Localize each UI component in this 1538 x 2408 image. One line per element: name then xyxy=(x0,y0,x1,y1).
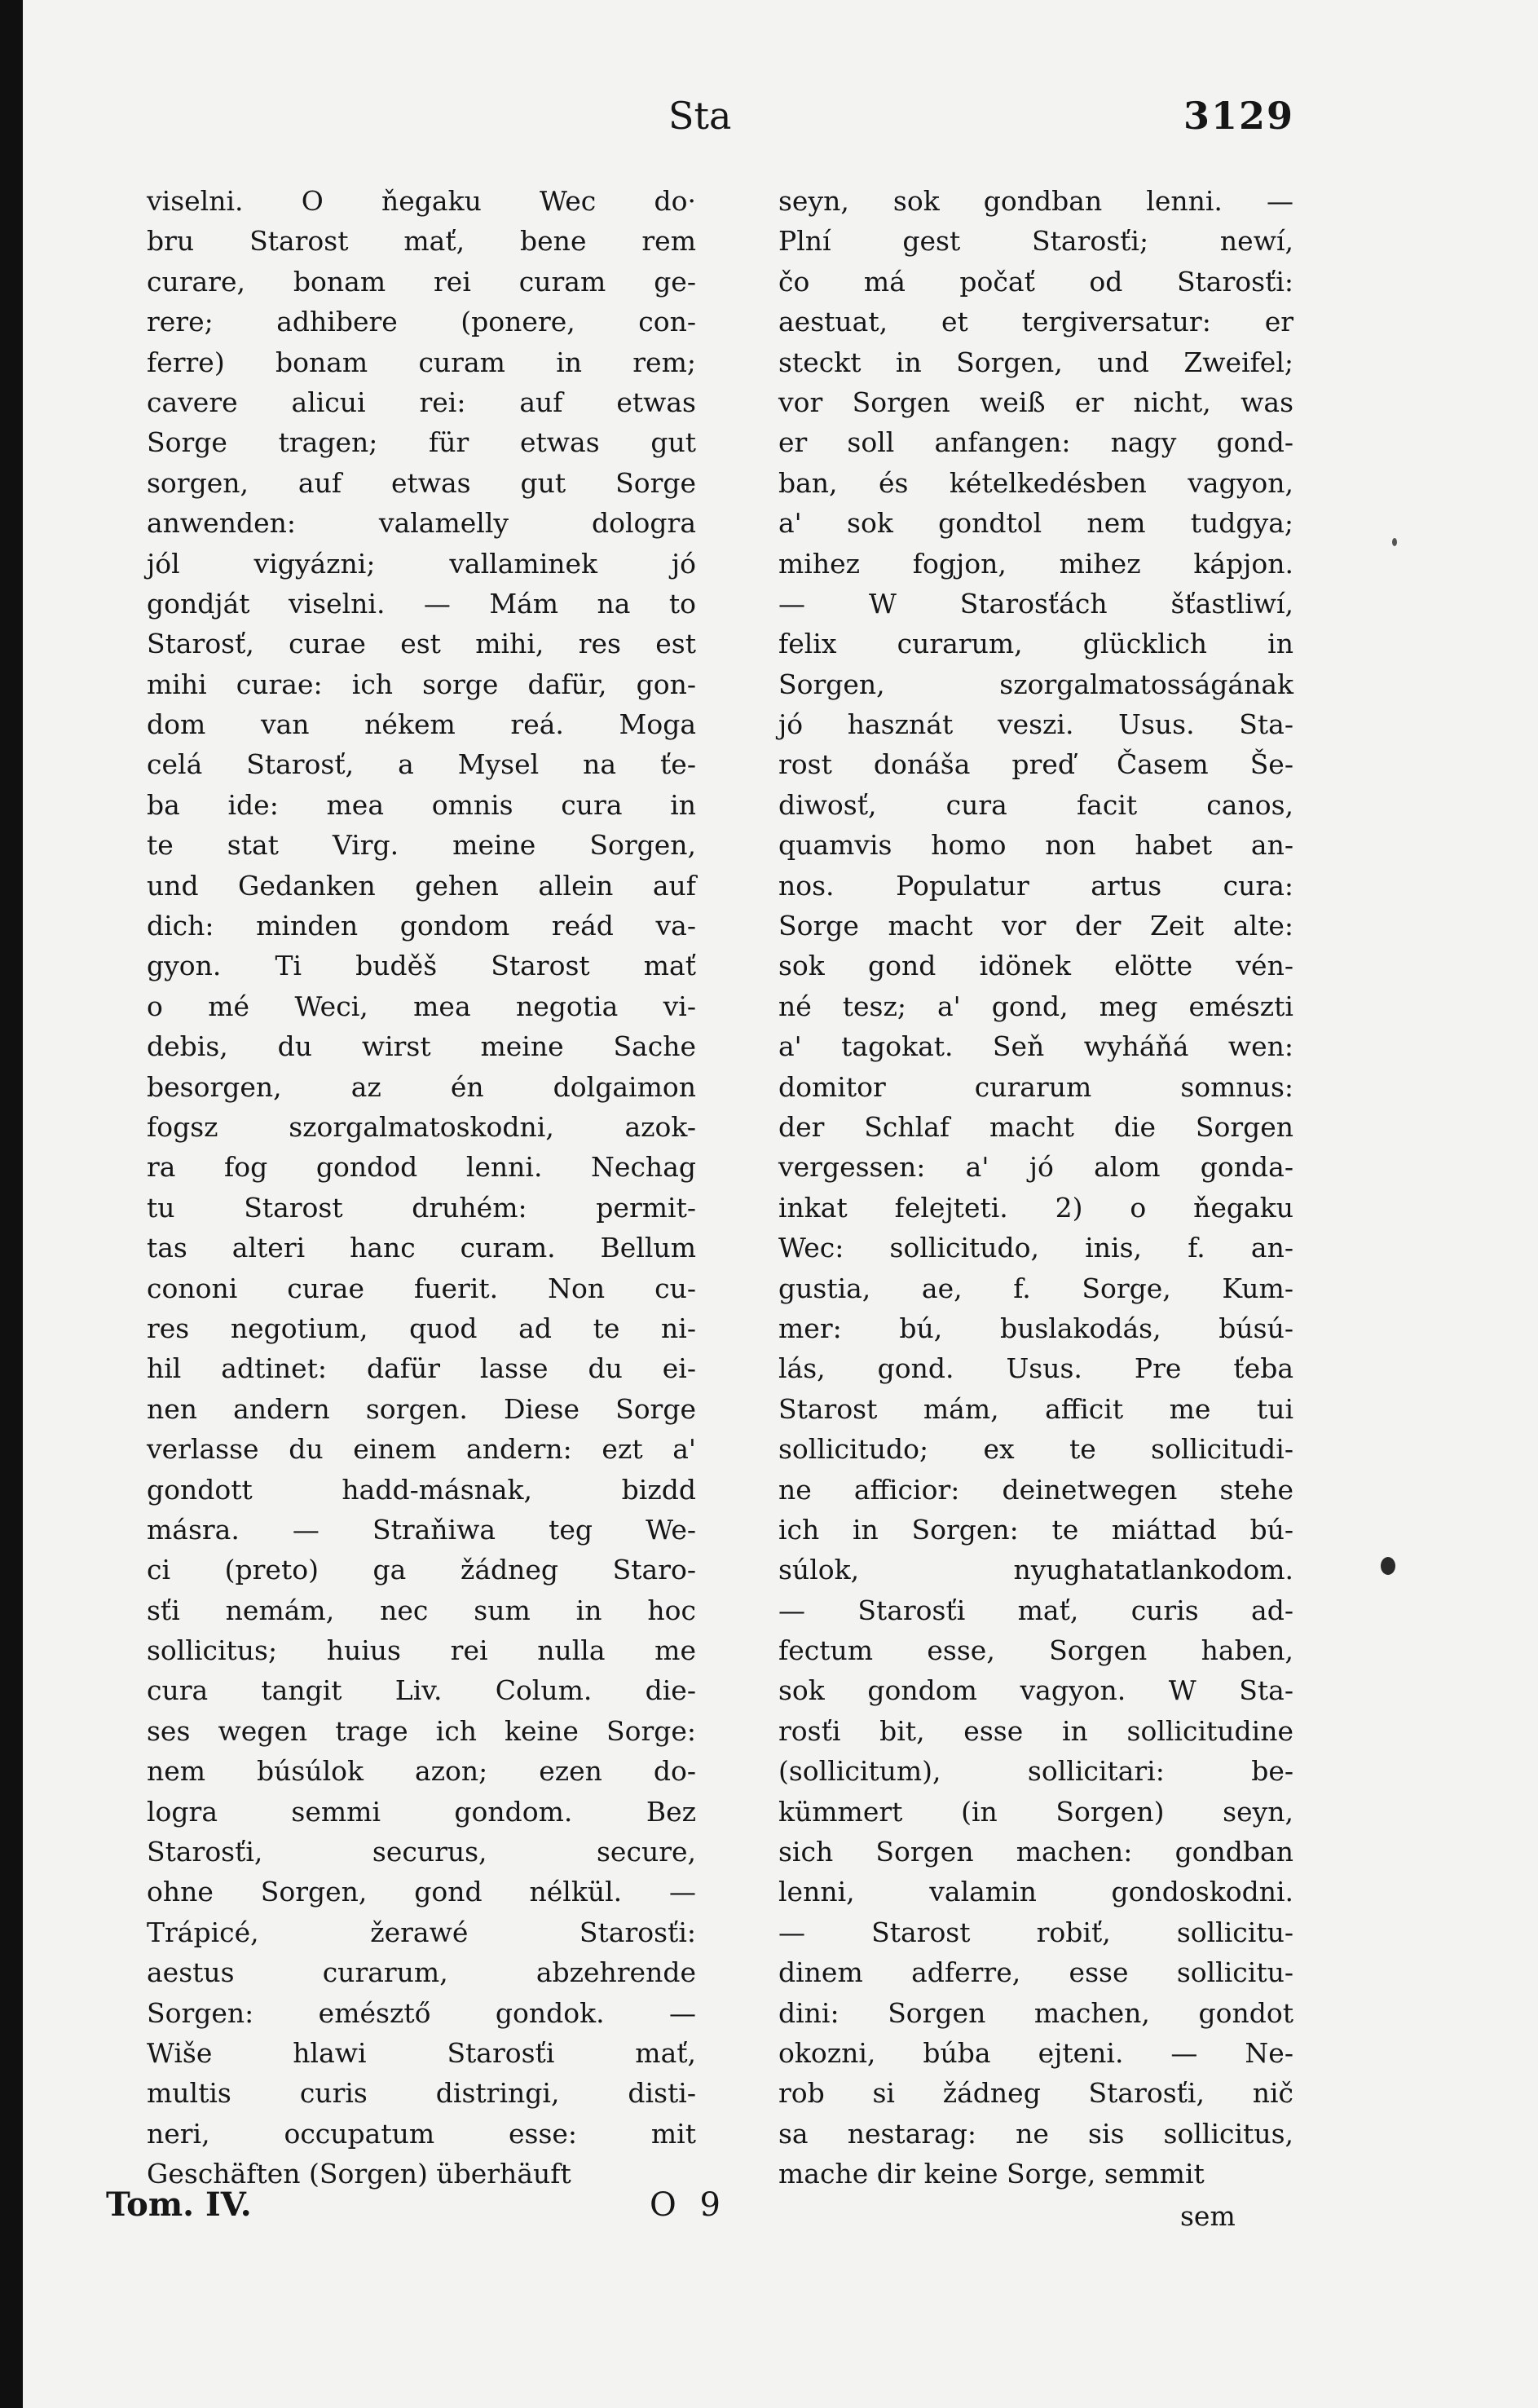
text-line: rere; adhibere (ponere, con- xyxy=(147,306,696,338)
text-line: Plní gest Starosťi; newí, xyxy=(778,225,1293,258)
text-line: ich in Sorgen: te miáttad bú- xyxy=(778,1513,1293,1546)
text-line: ban, és kételkedésben vagyon, xyxy=(778,466,1293,499)
text-line: Wiše hlawi Starosťi mať, xyxy=(147,2036,696,2069)
text-line: nem búsúlok azon; ezen do- xyxy=(147,1755,696,1788)
text-line: čo má počať od Starosťi: xyxy=(778,265,1293,298)
text-line: res negotium, quod ad te ni- xyxy=(147,1312,696,1344)
text-line: domitor curarum somnus: xyxy=(778,1070,1293,1103)
text-line: der Schlaf macht die Sorgen xyxy=(778,1110,1293,1143)
text-line: tu Starost druhém: permit- xyxy=(147,1191,696,1224)
text-line: diwosť, cura facit canos, xyxy=(778,788,1293,821)
text-line: aestuat, et tergiversatur: er xyxy=(778,306,1293,338)
text-line: rosťi bit, esse in sollicitudine xyxy=(778,1714,1293,1747)
text-line: ci (preto) ga žádneg Staro- xyxy=(147,1554,696,1586)
text-line: súlok, nyughatatlankodom. xyxy=(778,1554,1293,1586)
text-line: seyn, sok gondban lenni. — xyxy=(778,185,1293,217)
text-line: dini: Sorgen machen, gondot xyxy=(778,1996,1293,2029)
text-line: vergessen: a' jó alom gonda- xyxy=(778,1151,1293,1184)
text-line: gondott hadd-másnak, bizdd xyxy=(147,1473,696,1506)
text-line: viselni. O ňegaku Wec do· xyxy=(147,185,696,217)
text-line: hil adtinet: dafür lasse du ei- xyxy=(147,1352,696,1385)
text-line: ses wegen trage ich keine Sorge: xyxy=(147,1714,696,1747)
text-line: curare, bonam rei curam ge- xyxy=(147,265,696,298)
text-line: másra. — Straňiwa teg We- xyxy=(147,1513,696,1546)
text-line: bru Starost mať, bene rem xyxy=(147,225,696,258)
text-line: sok gond idönek elötte vén- xyxy=(778,950,1293,982)
left-column xyxy=(147,181,696,2194)
text-line: verlasse du einem andern: ezt a' xyxy=(147,1433,696,1466)
text-line: Wec: sollicitudo, inis, f. an- xyxy=(778,1232,1293,1264)
text-line: Sorge tragen; für etwas gut xyxy=(147,426,696,459)
volume-mark: Tom. IV. xyxy=(106,2185,252,2224)
ink-speck xyxy=(1381,1557,1395,1575)
text-line: aestus curarum, abzehrende xyxy=(147,1956,696,1989)
text-line: dich: minden gondom reád va- xyxy=(147,910,696,942)
text-line: gustia, ae, f. Sorge, Kum- xyxy=(778,1272,1293,1304)
text-line: fogsz szorgalmatoskodni, azok- xyxy=(147,1110,696,1143)
text-line: vor Sorgen weiß er nicht, was xyxy=(778,386,1293,418)
text-line: anwenden: valamelly dologra xyxy=(147,507,696,540)
text-line: Sorgen: emésztő gondok. — xyxy=(147,1996,696,2029)
text-line: kümmert (in Sorgen) seyn, xyxy=(778,1795,1293,1828)
text-line: — Starosťi mať, curis ad- xyxy=(778,1594,1293,1626)
text-line: sollicitus; huius rei nulla me xyxy=(147,1634,696,1667)
text-line: gondját viselni. — Mám na to xyxy=(147,587,696,620)
text-line: — W Starosťách šťastliwí, xyxy=(778,587,1293,620)
text-line: und Gedanken gehen allein auf xyxy=(147,869,696,902)
text-line: né tesz; a' gond, meg emészti xyxy=(778,990,1293,1022)
text-line: (sollicitum), sollicitari: be- xyxy=(778,1755,1293,1788)
catchword: sem xyxy=(1180,2200,1236,2232)
text-line: cavere alicui rei: auf etwas xyxy=(147,386,696,418)
text-line: dinem adferre, esse sollicitu- xyxy=(778,1956,1293,1989)
text-line: te stat Virg. meine Sorgen, xyxy=(147,829,696,862)
text-line: steckt in Sorgen, und Zweifel; xyxy=(778,346,1293,378)
text-line: Geschäften (Sorgen) überhäuft xyxy=(147,2158,571,2190)
text-line: sťi nemám, nec sum in hoc xyxy=(147,1594,696,1626)
text-line: a' sok gondtol nem tudgya; xyxy=(778,507,1293,540)
text-line: besorgen, az én dolgaimon xyxy=(147,1070,696,1103)
text-line: sa nestarag: ne sis sollicitus, xyxy=(778,2117,1293,2150)
text-line: sok gondom vagyon. W Sta- xyxy=(778,1674,1293,1707)
text-line: inkat felejteti. 2) o ňegaku xyxy=(778,1191,1293,1224)
text-line: fectum esse, Sorgen haben, xyxy=(778,1634,1293,1667)
text-line: ferre) bonam curam in rem; xyxy=(147,346,696,378)
text-line: jó hasznát veszi. Usus. Sta- xyxy=(778,708,1293,741)
text-line: a' tagokat. Seň wyháňá wen: xyxy=(778,1030,1293,1063)
running-head-title: Sta xyxy=(668,94,732,138)
text-line: — Starost robiť, sollicitu- xyxy=(778,1916,1293,1948)
text-line: nos. Populatur artus cura: xyxy=(778,869,1293,902)
text-line: lenni, valamin gondoskodni. xyxy=(778,1876,1293,1908)
text-line: Sorgen, szorgalmatosságának xyxy=(778,668,1293,700)
text-line: celá Starosť, a Mysel na ťe- xyxy=(147,748,696,781)
text-line: rob si žádneg Starosťi, nič xyxy=(778,2077,1293,2110)
text-line: mer: bú, buslakodás, búsú- xyxy=(778,1312,1293,1344)
text-line: Sorge macht vor der Zeit alte: xyxy=(778,910,1293,942)
text-line: Starosť, curae est mihi, res est xyxy=(147,628,696,660)
text-line: lás, gond. Usus. Pre ťeba xyxy=(778,1352,1293,1385)
text-line: logra semmi gondom. Bez xyxy=(147,1795,696,1828)
text-line: multis curis distringi, disti- xyxy=(147,2077,696,2110)
text-line: gyon. Ti buděš Starost mať xyxy=(147,950,696,982)
text-line: sollicitudo; ex te sollicitudi- xyxy=(778,1433,1293,1466)
text-line: mache dir keine Sorge, semmit xyxy=(778,2158,1205,2190)
text-line: er soll anfangen: nagy gond- xyxy=(778,426,1293,459)
text-line: ohne Sorgen, gond nélkül. — xyxy=(147,1876,696,1908)
ink-speck xyxy=(1392,538,1397,546)
text-line: sorgen, auf etwas gut Sorge xyxy=(147,466,696,499)
page-number: 3129 xyxy=(1183,94,1295,138)
text-line: ne afficior: deinetwegen stehe xyxy=(778,1473,1293,1506)
text-line: mihez fogjon, mihez kápjon. xyxy=(778,547,1293,580)
text-line: cononi curae fuerit. Non cu- xyxy=(147,1272,696,1304)
text-line: jól vigyázni; vallaminek jó xyxy=(147,547,696,580)
text-line: mihi curae: ich sorge dafür, gon- xyxy=(147,668,696,700)
text-line: sich Sorgen machen: gondban xyxy=(778,1836,1293,1868)
text-line: felix curarum, glücklich in xyxy=(778,628,1293,660)
text-line: Starost mám, afficit me tui xyxy=(778,1392,1293,1425)
text-line: neri, occupatum esse: mit xyxy=(147,2117,696,2150)
right-column xyxy=(778,181,1293,2194)
text-line: nen andern sorgen. Diese Sorge xyxy=(147,1392,696,1425)
signature-mark: O 9 xyxy=(650,2186,727,2224)
text-line: ba ide: mea omnis cura in xyxy=(147,788,696,821)
text-line: tas alteri hanc curam. Bellum xyxy=(147,1232,696,1264)
text-line: rost donáša preď Časem Še- xyxy=(778,748,1293,781)
text-line: o mé Weci, mea negotia vi- xyxy=(147,990,696,1022)
text-line: cura tangit Liv. Colum. die- xyxy=(147,1674,696,1707)
text-line: okozni, búba ejteni. — Ne- xyxy=(778,2036,1293,2069)
text-line: dom van nékem reá. Moga xyxy=(147,708,696,741)
text-line: ra fog gondod lenni. Nechag xyxy=(147,1151,696,1184)
text-line: debis, du wirst meine Sache xyxy=(147,1030,696,1063)
text-line: Starosťi, securus, secure, xyxy=(147,1836,696,1868)
text-line: quamvis homo non habet an- xyxy=(778,829,1293,862)
text-line: Trápicé, žerawé Starosťi: xyxy=(147,1916,696,1948)
